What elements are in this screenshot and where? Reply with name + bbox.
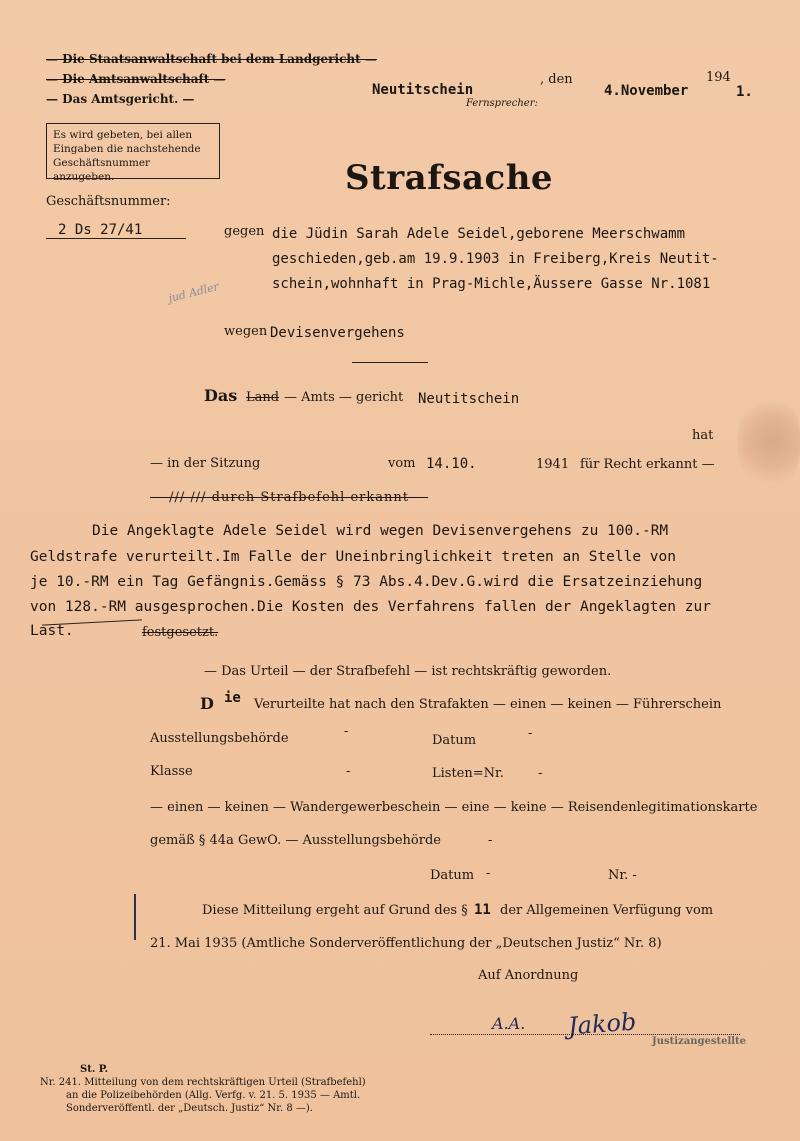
notice-line-2: Eingaben die nachstehende: [53, 143, 201, 155]
nr-label: Nr. -: [608, 868, 637, 883]
convicted-line: Verurteilte hat nach den Strafakten — einen — keinen — Führerschein: [254, 697, 722, 712]
authority-prosecution-landgericht: — Die Staatsanwaltschaft bei dem Landgericht —: [46, 52, 377, 66]
stamp-text: Justizangestellte: [652, 1036, 747, 1047]
wegen-label: wegen: [224, 324, 268, 339]
verdict-line-4: von 128.-RM ausgesprochen.Die Kosten des Verfahrens fallen der Angeklagten zur: [30, 599, 711, 615]
struck-land: Land: [246, 390, 280, 405]
datum-label: Datum: [432, 733, 477, 748]
mitteilung-line-2: 21. Mai 1935 (Amtliche Sonderveröffentlichung der „Deutschen Justiz“ Nr. 8): [150, 936, 662, 951]
notice-line-3: Geschäftsnummer anzugeben.: [53, 157, 151, 183]
margin-bracket-mark: [134, 894, 136, 940]
paper-stain: [738, 398, 800, 486]
den-label: , den: [540, 72, 573, 87]
authority-amtsanwaltschaft: — Die Amtsanwaltschaft —: [46, 72, 226, 86]
place-name: Neutitschein: [372, 82, 474, 98]
case-number-label: Geschäftsnummer:: [46, 194, 171, 209]
session-date: 14.10.: [426, 456, 477, 472]
datum-label-2: Datum: [430, 868, 475, 883]
dash-6: -: [486, 866, 491, 881]
notice-box: [46, 123, 220, 183]
notice-line-1: Es wird gebeten, bei allen: [53, 129, 193, 141]
das-label: Das: [204, 386, 238, 405]
auf-anordnung: Auf Anordnung: [478, 968, 579, 983]
urteil-line: — Das Urteil — der Strafbefehl — ist rechtskräftig geworden.: [204, 664, 612, 679]
sitzung-label: — in der Sitzung: [150, 456, 261, 471]
margin-note: jud Adler: [167, 279, 221, 306]
court-name: Neutitschein: [418, 391, 520, 407]
ausstellungsbehoerde-label: Ausstellungsbehörde: [150, 731, 289, 746]
mitteilung-paragraph-number: 11: [474, 902, 491, 918]
session-year: 1941: [536, 457, 570, 472]
mitteilung-line-1a: Diese Mitteilung ergeht auf Grund des §: [202, 903, 468, 918]
verdict-line-1: Die Angeklagte Adele Seidel wird wegen Devisenvergehens zu 100.-RM: [92, 523, 669, 539]
d-label: D: [200, 694, 214, 713]
verdict-line-2: Geldstrafe verurteilt.Im Falle der Uneinbringlichkeit treten an Stelle von: [30, 549, 677, 565]
defendant-line-1: die Jüdin Sarah Adele Seidel,geborene Meerschwamm: [272, 226, 686, 242]
signature: Jakob: [567, 1007, 638, 1041]
dash-4: -: [538, 766, 543, 781]
defendant-line-3: schein,wohnhaft in Prag-Michle,Äussere Gasse Nr.1081: [272, 276, 711, 292]
dash-5: -: [488, 833, 493, 848]
vom-label: vom: [388, 456, 416, 471]
phone-label: Fernsprecher:: [466, 98, 538, 109]
defendant-line-2: geschieden,geb.am 19.9.1903 in Freiberg,Kreis Neutit-: [272, 251, 719, 267]
case-number: 2 Ds 27/41: [58, 222, 143, 238]
gemaess-line: gemäß § 44a GewO. — Ausstellungsbehörde: [150, 833, 441, 848]
verdict-line-5b: festgesetzt.: [142, 625, 219, 640]
verdict-line-5a: Last.: [30, 623, 74, 639]
signature-prefix: A.A.: [492, 1014, 526, 1033]
klasse-label: Klasse: [150, 764, 193, 779]
mitteilung-line-1b: der Allgemeinen Verfügung vom: [500, 903, 714, 918]
dash-2: -: [528, 726, 533, 741]
amts-gericht-label: — Amts — gericht: [284, 390, 404, 405]
dash-3: -: [346, 764, 351, 779]
letter-date: 4.November: [604, 83, 689, 99]
document-title: Strafsache: [345, 158, 554, 198]
offense: Devisenvergehens: [270, 325, 405, 341]
form-desc-2: an die Polizeibehörden (Allg. Verfg. v. 21. 5. 1935 — Amtl.: [66, 1090, 361, 1101]
ie-label: ie: [224, 690, 241, 706]
dash-1: -: [344, 724, 349, 739]
recht-label: für Recht erkannt —: [580, 457, 715, 472]
struck-strafbefehl-line: — /// /// durch Strafbefehl erkannt —: [150, 490, 429, 505]
signature-line: [430, 1034, 740, 1035]
separator-line: [352, 362, 428, 363]
wander-line: — einen — keinen — Wandergewerbeschein — eine — keine — Reisendenlegitimationskarte: [150, 800, 758, 815]
listen-nr-label: Listen=Nr.: [432, 766, 504, 781]
hat-label: hat: [692, 428, 714, 443]
gegen-label: gegen: [224, 224, 265, 239]
year-suffix: 1.: [736, 84, 753, 100]
verdict-line-3: je 10.-RM ein Tag Gefängnis.Gemäss § 73 Abs.4.Dev.G.wird die Ersatzeinziehung: [30, 574, 703, 590]
form-desc-3: Sonderveröffentl. der „Deutsch. Justiz“ Nr. 8 —).: [66, 1103, 313, 1114]
case-number-underline: [46, 238, 186, 239]
form-desc-1: Nr. 241. Mitteilung von dem rechtskräftigen Urteil (Strafbefehl): [40, 1077, 366, 1088]
authority-amtsgericht: — Das Amtsgericht. —: [46, 92, 195, 106]
form-id: St. P.: [80, 1064, 109, 1075]
year-prefix: 194: [706, 70, 731, 85]
